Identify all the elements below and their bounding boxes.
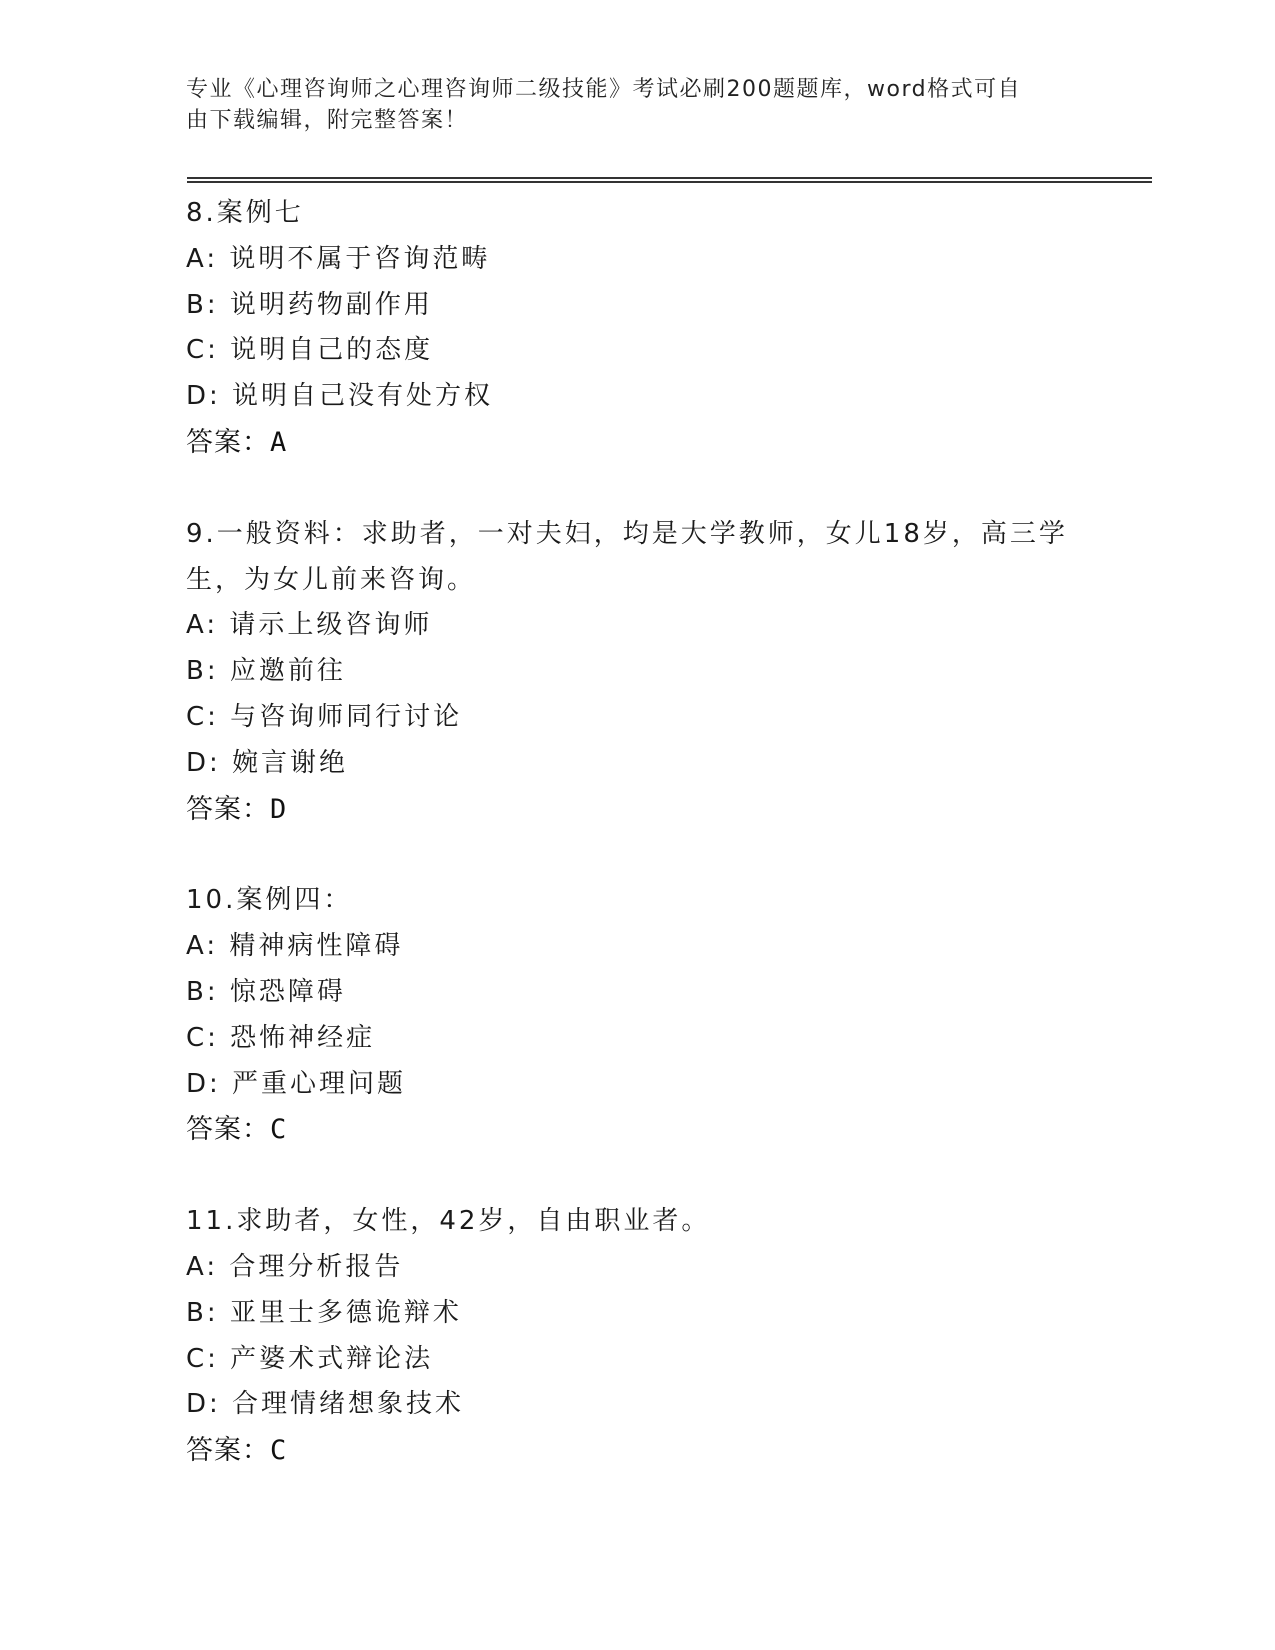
option-d: D: 婉言谢绝 (186, 747, 349, 778)
answer-value: A (270, 426, 288, 458)
answer-line (186, 787, 1086, 833)
question-8 (186, 191, 1086, 466)
answer-label: 答案： (186, 1114, 270, 1146)
header-line-1: 专业《心理咨询师之心理咨询师二级技能》考试必刷200题题库，word格式可自 (186, 77, 1022, 102)
answer-line (186, 1107, 1086, 1153)
option-b: B: 惊恐障碍 (186, 976, 346, 1007)
option-c: C: 与咨询师同行讨论 (186, 701, 463, 732)
option-a: A: 合理分析报告 (186, 1251, 404, 1282)
option-b: B: 应邀前往 (186, 656, 346, 687)
option-b: B: 亚里士多德诡辩术 (186, 1297, 462, 1328)
option-d: D: 严重心理问题 (186, 1068, 407, 1099)
question-stem-continued: 生，为女儿前来咨询。 (186, 564, 477, 595)
document-header (186, 74, 1066, 136)
answer-value: C (270, 1114, 288, 1146)
question-stem: 11.求助者，女性，42岁，自由职业者。 (186, 1206, 711, 1237)
answer-label: 答案： (186, 1435, 270, 1467)
option-b: B: 说明药物副作用 (186, 289, 433, 320)
question-10 (186, 878, 1086, 1153)
option-c: C: 恐怖神经症 (186, 1022, 376, 1053)
question-11 (186, 1199, 1086, 1474)
option-a: A: 精神病性障碍 (186, 931, 404, 962)
answer-line (186, 420, 1086, 466)
question-stem: 9.一般资料：求助者，一对夫妇，均是大学教师，女儿18岁，高三学 (186, 518, 1068, 549)
answer-value: C (270, 1435, 288, 1467)
question-stem: 10.案例四： (186, 885, 353, 916)
answer-value: D (270, 793, 288, 825)
option-a: A: 请示上级咨询师 (186, 610, 433, 641)
answer-label: 答案： (186, 793, 270, 825)
answer-label: 答案： (186, 426, 270, 458)
question-stem: 8.案例七 (186, 198, 304, 228)
option-d: D: 合理情绪想象技术 (186, 1389, 465, 1420)
answer-line (186, 1428, 1086, 1474)
option-d: D: 说明自己没有处方权 (186, 381, 494, 412)
header-line-2: 由下载编辑，附完整答案！ (186, 108, 469, 133)
option-c: C: 说明自己的态度 (186, 335, 434, 366)
header-divider (187, 177, 1152, 183)
question-9 (186, 512, 1086, 833)
question-list (186, 191, 1086, 1520)
option-c: C: 产婆术式辩论法 (186, 1343, 434, 1374)
option-a: A: 说明不属于咨询范畴 (186, 243, 491, 274)
